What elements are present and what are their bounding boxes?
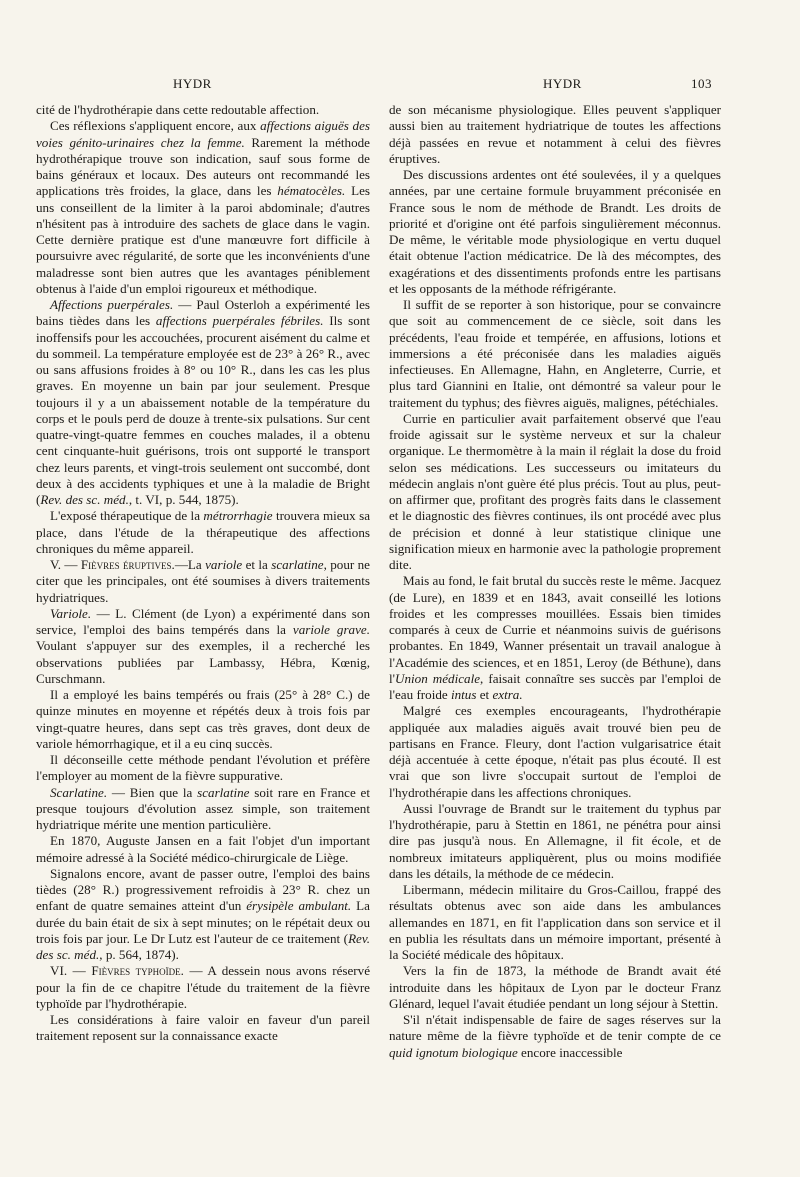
paragraph: Mais au fond, le fait brutal du succès reste le même. Jacquez (de Lure), en 1839 et en 1843, avait conseillé les lotions froides et les compresses mouillées. Essais bien timides comparés à ceux de Currie et néanmoins suivis de guérisons probantes. En 1849, Wanner présentait un travail analogue à l'Académie des sciences, et en 1851, Leroy (de Béthune), dans l'Union médicale, faisait connaître ses succès par l'emploi de l'eau froide intus et extra. [389, 573, 721, 702]
paragraph: Les considérations à faire valoir en faveur d'un pareil traitement reposent sur la connaissance exacte [36, 1012, 370, 1044]
paragraph: L'exposé thérapeutique de la métrorrhagie trouvera mieux sa place, dans l'étude de la thérapeutique des affections chroniques du même appareil. [36, 508, 370, 556]
running-head-left: HYDR [173, 76, 212, 91]
paragraph: Signalons encore, avant de passer outre, l'emploi des bains tièdes (28° R.) progressivement refroidis à 23° R. chez un enfant de quatre semaines atteint d'un érysipèle ambulant. La durée du bain était de six à sept minutes; on le répétait deux ou trois fois par jour. Le Dr Lutz est l'auteur de ce traitement (Rev. des sc. méd., p. 564, 1874). [36, 865, 370, 962]
paragraph: Malgré ces exemples encourageants, l'hydrothérapie appliquée aux maladies aiguës avait trouvé bien peu de partisans en France. Fleury, dont l'action vulgarisatrice était déjà accentuée à cette époque, n'était pas plus écouté. Il est vrai que son livre s'occupait surtout de l'emploi de l'hydrothérapie dans les affections chroniques. [389, 703, 721, 800]
paragraph: V. — Fièvres éruptives.—La variole et la scarlatine, pour ne citer que les principales, ont été soumises à divers traitements hydriatriques. [36, 557, 370, 605]
paragraph: Currie en particulier avait parfaitement observé que l'eau froide agissait sur le système nerveux et sur la chaleur organique. Le thermomètre à la main il réglait la dose du froid selon ses médications. Les successeurs ou imitateurs du médecin anglais n'ont guère été plus précis. Tout au plus, peut-on affirmer que, profitant des progrès faits dans le classement et le diagnostic des fièvres continues, ils ont procédé avec plus de précision et donné à leur statistique clinique une signification mieux en harmonie avec la pathologie proprement dite. [389, 410, 721, 572]
paragraph: cité de l'hydrothérapie dans cette redoutable affection. [36, 102, 320, 117]
paragraph: En 1870, Auguste Jansen en a fait l'objet d'un important mémoire adressé à la Société médico-chirurgicale de Liège. [36, 833, 370, 865]
paragraph: Aussi l'ouvrage de Brandt sur le traitement du typhus par l'hydrothérapie, paru à Stettin en 1861, ne pénétra pour ainsi dire pas jusqu'à nous. En Allemagne, il fit école, et de nombreux imitateurs appliquèrent, plus ou moins modifiée dans les détails, la méthode de ce médecin. [389, 800, 721, 881]
running-head-right: HYDR [543, 76, 582, 91]
right-column [389, 102, 721, 1167]
paragraph: Il déconseille cette méthode pendant l'évolution et préfère l'employer au moment de la fièvre suppurative. [36, 752, 370, 784]
paragraph: Affections puerpérales. — Paul Osterloh a expérimenté les bains tièdes dans les affections puerpérales fébriles. Ils sont inoffensifs pour les accouchées, procurent aisément du calme et du sommeil. La température employée est de 23° à 26° R., avec ou sans affusions froides à 8° ou 10° R., dans les cas les plus graves. En moyenne un bain par jour seulement. Presque toujours il y a un abaissement notable de la température du corps et le pouls perd de douze à trente-six pulsations. Sur cent quatre-vingt-quatre femmes en couches malades, il a obtenu cent cinquante-huit guérisons, trois ont supporté le transport chez leurs parents, et vingt-trois seulement ont succombé, dont deux à des accidents typhiques et une à la maladie de Bright (Rev. des sc. méd., t. VI, p. 544, 1875). [36, 297, 370, 507]
paragraph: S'il n'était indispensable de faire de sages réserves sur la nature même de la fièvre typhoïde et de tenir compte de ce quid ignotum biologique encore inaccessible [389, 1012, 721, 1060]
paragraph: Des discussions ardentes ont été soulevées, il y a quelques années, par une certaine formule bruyamment préconisée en France sous le nom de méthode de Brandt. Les droits de priorité et d'origine ont été parfois singulièrement méconnus. De même, le véritable mode physiologique en vertu duquel était obtenue l'action médicatrice. De là des mécomptes, des exagérations et des dissentiments profonds entre les partisans et les opposants de la méthode réfrigérante. [389, 167, 721, 296]
paragraph: Il a employé les bains tempérés ou frais (25° à 28° C.) de quinze minutes en moyenne et répétés deux à trois fois par vingt-quatre heures, dans sept cas très graves, dont deux de variole hémorrhagique, et il a eu cinq succès. [36, 687, 370, 751]
paragraph: Libermann, médecin militaire du Gros-Caillou, frappé des résultats obtenus avec son aide dans les ambulances allemandes en 1871, en fit l'application dans son service et il en publia les résultats dans un mémoire important, présenté à la Société médicale des hôpitaux. [389, 882, 721, 962]
paragraph: Scarlatine. — Bien que la scarlatine soit rare en France et presque toujours d'évolution assez simple, son traitement hydriatrique mérite une mention particulière. [36, 784, 370, 832]
paragraph: VI. — Fièvres typhoïde. — A dessein nous avons réservé pour la fin de ce chapitre l'étude du traitement de la fièvre typhoïde par l'hydrothérapie. [36, 963, 370, 1011]
paragraph: Ces réflexions s'appliquent encore, aux affections aiguës des voies génito-urinaires chez la femme. Rarement la méthode hydrothérapique trouve son indication, sauf sous forme de bains généraux et locaux. Des auteurs ont recommandé les applications très froides, la glace, dans les hématocèles. Les uns conseillent de la limiter à la paroi abdominale; d'autres n'hésitent pas à introduire des sachets de glace dans le vagin. Cette dernière pratique est d'une manœuvre fort difficile à poursuivre avec régularité, de sorte que les inconvénients d'une maladresse sont bien autres que les avantages péniblement obtenus à l'aide d'un emploi rigoureux et méthodique. [36, 118, 370, 296]
left-column [36, 102, 370, 1167]
paragraph: Variole. — L. Clément (de Lyon) a expérimenté dans son service, l'emploi des bains tempérés dans la variole grave. Voulant s'appuyer sur des exemples, il a recherché les observations publiées par Lambassy, Hébra, Kœnig, Curschmann. [36, 605, 370, 686]
paragraph: Il suffit de se reporter à son historique, pour se convaincre que soit au commencement de ce siècle, soit dans les précédents, l'eau froide et tempérée, en affusions, lotions et immersions a été préconisée dans les maladies aiguës infectieuses. En Allemagne, Hahn, en Angleterre, Currie, et plus tard Giannini en Italie, ont démontré sa valeur pour le traitement du typhus; des fièvres aiguës, malignes, pétéchiales. [389, 297, 721, 410]
paragraph: Vers la fin de 1873, la méthode de Brandt avait été introduite dans les hôpitaux de Lyon par le docteur Franz Glénard, lequel l'avait étudiée pendant un long séjour à Stettin. [389, 963, 721, 1011]
page-number: 103 [691, 76, 712, 91]
paragraph: de son mécanisme physiologique. Elles peuvent s'appliquer aussi bien au traitement hydriatrique de toutes les affections déjà passées en revue et notamment à celui des fièvres éruptives. [389, 102, 721, 166]
running-head [0, 76, 800, 96]
